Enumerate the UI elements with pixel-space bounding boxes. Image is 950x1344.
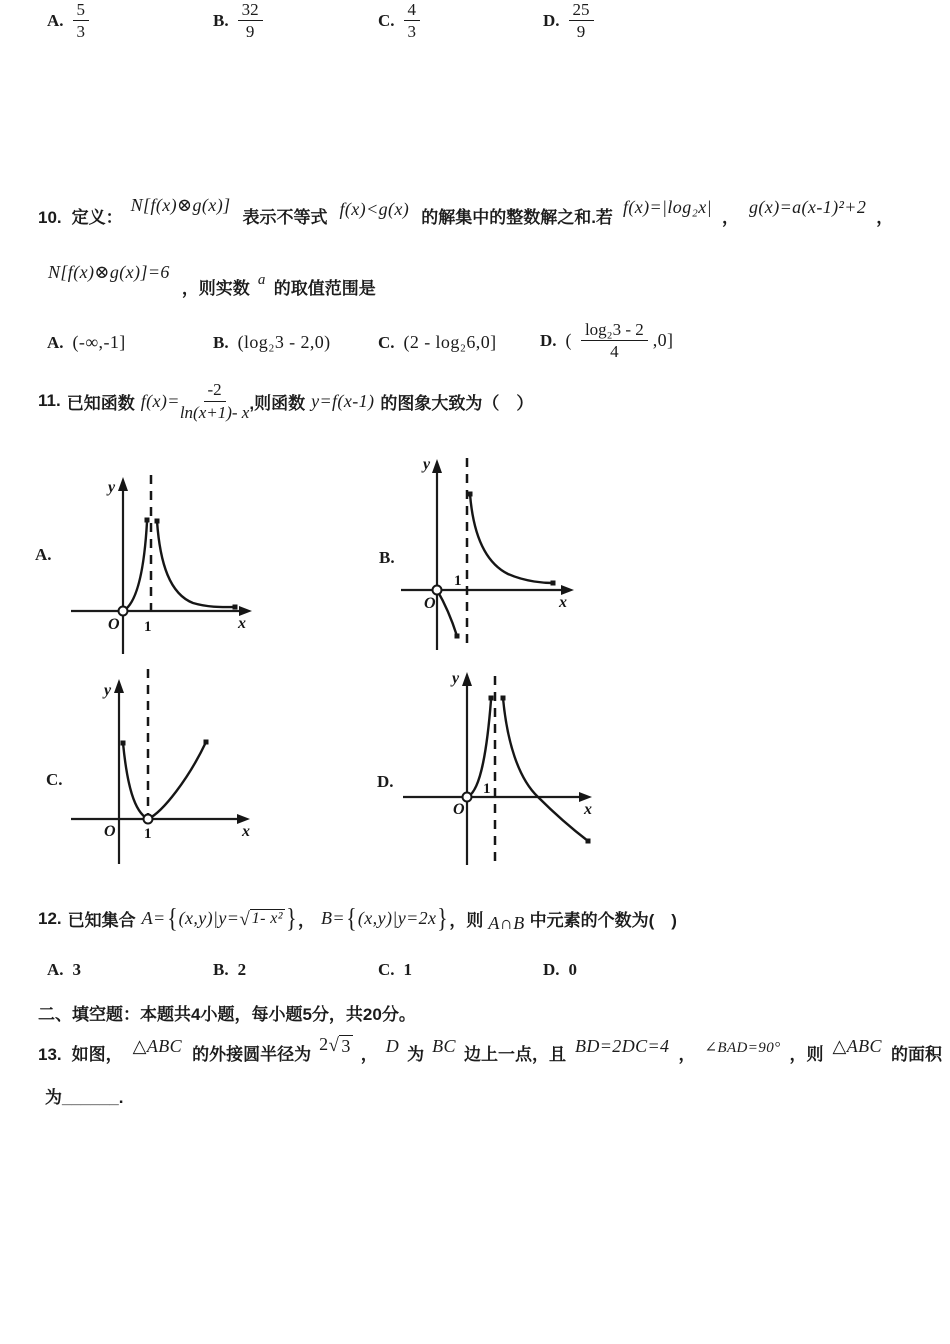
q10-option-c-value: (2 - log₂6,0]: [403, 332, 497, 352]
q13-text-3: 为: [407, 1045, 425, 1064]
y-axis-label: y: [104, 682, 112, 699]
q12-text-2: 中元素的个数为( ): [529, 911, 677, 930]
q12-option-c-value: 1: [403, 960, 413, 979]
x-axis-label: x: [559, 594, 567, 611]
graph-d: [398, 666, 598, 871]
q9-option-b-label: B.: [213, 10, 229, 30]
fraction-numerator: 5: [73, 0, 90, 21]
radius-sqrt: [329, 1035, 353, 1057]
q11-line: [38, 375, 533, 427]
q10-lead: 定义：: [71, 208, 123, 227]
q11-formula-lhs: f(x)=: [140, 390, 180, 411]
q9-option-c: [378, 0, 420, 41]
q12-option-c-label: C.: [378, 960, 395, 979]
x-axis-label: x: [238, 615, 246, 632]
q12-option-b-value: 2: [237, 960, 247, 979]
q12-option-d-value: 0: [568, 960, 578, 979]
q9-option-d: [543, 0, 594, 41]
y-axis-arrow: [462, 672, 472, 686]
y-axis-arrow: [432, 459, 442, 473]
curve-upper-branch: [470, 494, 553, 583]
origin-label: O: [453, 801, 465, 818]
q10-option-d-open-paren: (: [565, 330, 572, 351]
minimum-open-circle: [144, 815, 153, 824]
q12-option-b: [213, 960, 246, 980]
curve-endpoint-dot: [501, 696, 506, 701]
curve-endpoint-dot: [551, 581, 556, 586]
fraction-numerator: 32: [238, 0, 263, 21]
q9-option-d-fraction: [569, 0, 594, 41]
q13-line2: [45, 1083, 123, 1108]
q12-setA-open-brace: {: [166, 903, 178, 933]
q11-lead: 已知函数: [66, 393, 135, 413]
q13-formula-bd: BD=2DC=4: [574, 1036, 670, 1056]
graph-d-label: D.: [377, 772, 394, 791]
q9-option-c-fraction: [404, 0, 421, 41]
origin-open-circle: [433, 586, 442, 595]
y-axis-label: y: [423, 456, 431, 473]
q10-option-a-label: A.: [47, 332, 64, 352]
curve-endpoint-dot: [468, 492, 473, 497]
q10-line2: [48, 258, 376, 298]
q9-option-c-label: C.: [378, 10, 395, 30]
q13-triangle-abc: △ABC: [132, 1036, 183, 1056]
q12-option-d: [543, 960, 577, 980]
q10-option-a: [47, 332, 126, 353]
q10-options-row: [0, 318, 950, 373]
q13-text-2: 的外接圆半径为: [192, 1045, 312, 1064]
q12-comma: ，: [297, 911, 315, 930]
q12-setB-close-brace: }: [437, 903, 449, 933]
tick-1-label: 1: [144, 826, 152, 842]
fraction-denominator: 3: [407, 22, 417, 42]
fraction-numerator: 4: [404, 0, 421, 21]
graph-c: [68, 664, 263, 869]
q12-option-a-value: 3: [72, 960, 82, 979]
radical-sign: √: [239, 909, 250, 930]
q9-option-a-label: A.: [47, 10, 64, 30]
graph-b: [398, 452, 583, 657]
curve-u-shape: [123, 742, 206, 819]
curve-lower-branch: [437, 590, 457, 636]
q10-variable-a: a: [257, 272, 266, 288]
q10-option-a-value: (-∞,-1]: [72, 332, 126, 352]
radical-sign: √: [328, 1035, 340, 1056]
q12-setB-lhs: B=: [320, 908, 345, 928]
fraction-numerator: -2: [204, 380, 226, 401]
q10-option-b: [213, 332, 331, 353]
q13-point-d: D: [385, 1036, 400, 1056]
q10-formula-n-equals-6: N[f(x)⊗g(x)]=6: [48, 262, 170, 282]
q10-option-b-label: B.: [213, 332, 229, 352]
q12-option-a-label: A.: [47, 960, 64, 979]
q12-text-1: ，则: [449, 911, 484, 930]
q10-option-c: [378, 332, 497, 353]
q9-option-d-label: D.: [543, 10, 560, 30]
q13-formula-angle: ∠BAD=90°: [704, 1040, 781, 1056]
q12-setA-close-brace: }: [286, 903, 297, 933]
q10-option-d-label: D.: [540, 330, 557, 350]
q10-option-c-label: C.: [378, 332, 395, 352]
origin-label: O: [424, 595, 436, 612]
q13-number: 13.: [38, 1045, 62, 1064]
q12-number: 12.: [38, 908, 62, 928]
fraction-denominator: ln(x+1)- x: [179, 402, 250, 422]
q11-number: 11.: [38, 391, 61, 410]
q12-setB-open-brace: {: [346, 903, 357, 933]
q13-triangle-abc-2: △ABC: [832, 1036, 882, 1056]
q13-comma-1: ，: [360, 1045, 378, 1064]
x-axis-label: x: [584, 801, 592, 818]
curve-right-branch: [503, 698, 588, 841]
curve-right-branch: [157, 521, 235, 607]
q11-text-2: 的图象大致为（ ）: [380, 393, 534, 413]
q13-text-4: 边上一点，且: [463, 1045, 566, 1064]
graph-b-label: B.: [379, 548, 395, 567]
q10-formula-definition: N[f(x)⊗g(x)]: [130, 195, 231, 215]
y-axis-label: y: [452, 670, 460, 687]
q10-option-b-value: (log₂3 - 2,0): [237, 332, 331, 352]
tick-1-label: 1: [483, 781, 491, 797]
q10-option-d: [540, 320, 673, 361]
q10-comma-2: ，: [876, 208, 894, 227]
curve-endpoint-dot: [455, 634, 460, 639]
curve-endpoint-dot: [204, 740, 209, 745]
curve-endpoint-dot: [233, 605, 238, 610]
q11-text-1: ,则函数: [249, 393, 306, 413]
q13-answer-blank: ______: [62, 1088, 119, 1107]
fraction-denominator: 9: [576, 22, 586, 42]
q10-comma-1: ，: [722, 208, 740, 227]
q12-options-row: [0, 960, 950, 986]
q9-option-b: [213, 0, 263, 41]
q10-text-2: 的解集中的整数解之和.若: [421, 208, 613, 227]
q9-option-b-fraction: [238, 0, 263, 41]
q12-formula-intersection: A∩B: [488, 913, 525, 933]
curve-endpoint-dot: [155, 519, 160, 524]
fraction-numerator: 25: [569, 0, 594, 21]
graph-c-label: C.: [46, 770, 63, 789]
q12-setA-mid: (x,y)|y=: [178, 908, 240, 928]
q13-line1: [38, 1034, 942, 1067]
q10-option-d-close: ,0]: [652, 330, 674, 351]
fraction-numerator: log₂3 - 2: [581, 320, 648, 341]
q11-formula-y: y=f(x-1): [311, 390, 375, 411]
q13-text-7: 为: [45, 1088, 62, 1107]
curve-endpoint-dot: [489, 696, 494, 701]
origin-label: O: [104, 823, 116, 840]
q9-option-a-fraction: [73, 0, 90, 41]
y-axis-label: y: [108, 479, 116, 496]
q12-setA-sqrt: [239, 909, 285, 928]
curve-endpoint-dot: [586, 839, 591, 844]
graph-a: [68, 466, 268, 661]
radius-coefficient: 2: [319, 1034, 329, 1054]
y-axis-arrow: [118, 477, 128, 491]
tick-1-label: 1: [144, 619, 152, 635]
x-axis-label: x: [242, 823, 250, 840]
q10-number: 10.: [38, 208, 62, 227]
fraction-denominator: 3: [76, 22, 86, 42]
q10-text-3: ，则实数: [181, 279, 250, 298]
q13-text-5: ，则: [789, 1045, 824, 1064]
tick-1-label: 1: [454, 573, 462, 589]
q13-radius: [319, 1034, 353, 1054]
fraction-denominator: 9: [245, 22, 255, 42]
q10-option-d-fraction: [581, 320, 648, 361]
q12-option-d-label: D.: [543, 960, 560, 979]
q10-line1: [38, 195, 894, 228]
radicand: 3: [341, 1036, 351, 1056]
curve-left-branch: [123, 522, 147, 611]
curve-endpoint-dot: [145, 518, 150, 523]
origin-label: O: [108, 616, 120, 633]
q10-formula-g: g(x)=a(x-1)²+2: [749, 197, 867, 217]
q11-fraction: [180, 380, 250, 421]
y-axis-arrow: [114, 679, 124, 693]
q13-comma-2: ，: [678, 1045, 696, 1064]
q12-option-b-label: B.: [213, 960, 229, 979]
q10-formula-inequality: f(x)<g(x): [339, 199, 410, 219]
q12-line: [38, 896, 677, 941]
q13-segment-bc: BC: [432, 1036, 456, 1056]
graph-a-label: A.: [35, 545, 52, 564]
q12-option-a: [47, 960, 81, 980]
q13-text-1: 如图，: [71, 1045, 123, 1064]
q12-option-c: [378, 960, 412, 980]
q13-text-6: 的面积: [890, 1045, 942, 1064]
radicand: 1- x²: [251, 910, 283, 927]
origin-open-circle: [119, 607, 128, 616]
q13-period: .: [118, 1088, 124, 1107]
q12-setB-mid: (x,y)|y=2x: [357, 908, 437, 928]
q10-text-4: 的取值范围是: [273, 279, 376, 298]
fraction-denominator: 4: [610, 342, 619, 362]
section-2-header: 二、填空题：本题共4小题，每小题5分，共20分。: [38, 1005, 416, 1024]
q9-option-a: [47, 0, 89, 41]
q12-setA-lhs: A=: [141, 908, 166, 928]
curve-endpoint-dot: [121, 741, 126, 746]
q10-text-1: 表示不等式: [242, 208, 328, 227]
q9-options-row: [0, 0, 950, 50]
q12-lead: 已知集合: [67, 911, 136, 930]
q10-formula-f: f(x)=|log₂x|: [622, 197, 713, 217]
